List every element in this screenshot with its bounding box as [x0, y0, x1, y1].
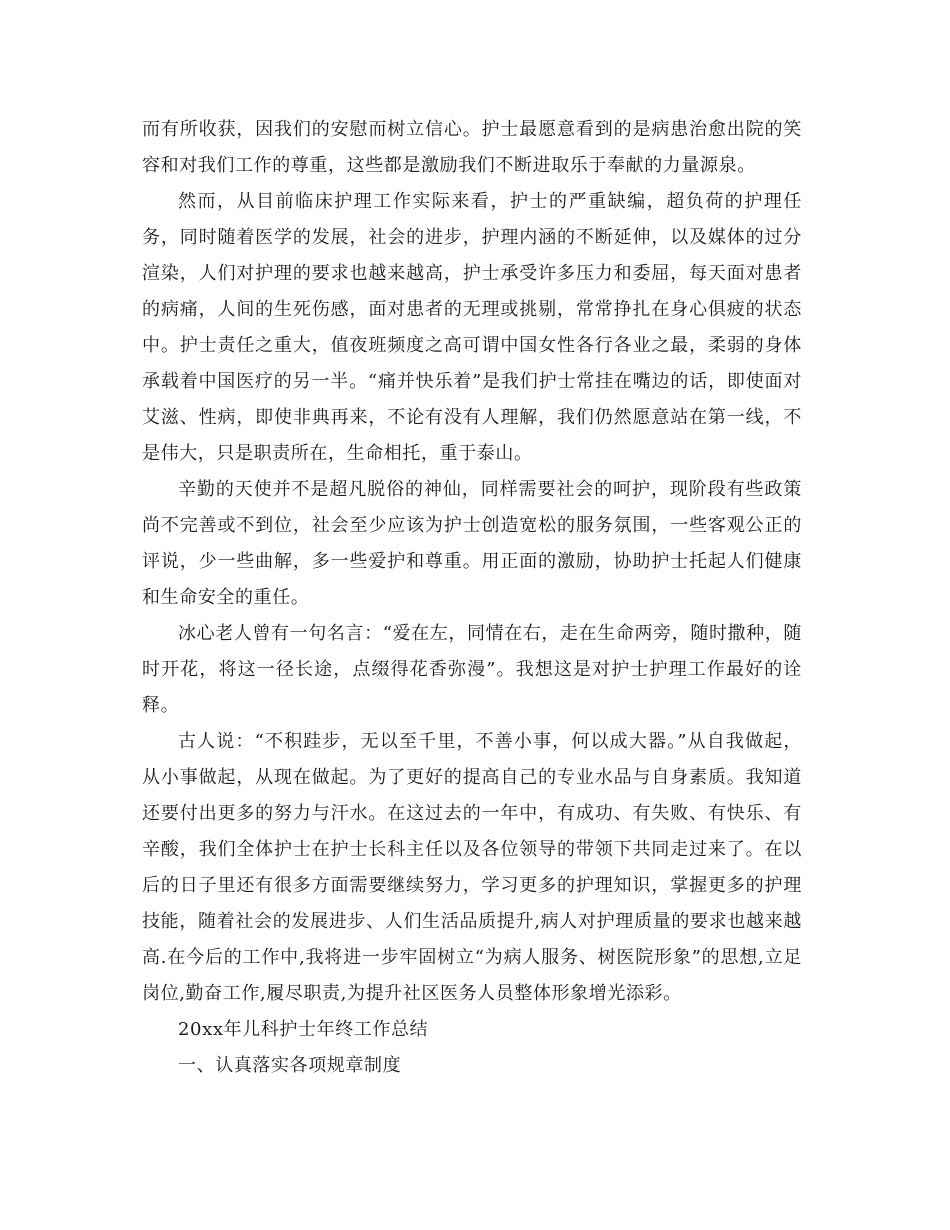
paragraph-5: 古人说：“不积跬步，无以至千里，不善小事，何以成大器。”从自我做起，从小事做起，从现在做起。为了更好的提高自己的专业水品与自身素质。我知道还要付出更多的努力与汗水。在这过去的一年中，有成功、有失败、有快乐、有辛酸，我们全体护士在护士长科主任以及各位领导的带领下共同走过来了。在以后的日子里还有很多方面需要继续努力，学习更多的护理知识，掌握更多的护理技能，随着社会的发展进步、人们生活品质提升,病人对护理质量的要求也越来越高.在今后的工作中,我将进一步牢固树立“为病人服务、树医院形象”的思想,立足岗位,勤奋工作,履尽职责,为提升社区医务人员整体形象增光添彩。 [142, 731, 802, 1004]
section-title: 20xx年儿科护士年终工作总结 [178, 1019, 429, 1040]
paragraph-3: 辛勤的天使并不是超凡脱俗的神仙，同样需要社会的呵护，现阶段有些政策尚不完善或不到位，社会至少应该为护士创造宽松的服务氛围，一些客观公正的评说，少一些曲解，多一些爱护和尊重。用正面的激励，协助护士托起人们健康和生命安全的重任。 [142, 479, 802, 608]
paragraph-2: 然而，从目前临床护理工作实际来看，护士的严重缺编，超负荷的护理任务，同时随着医学的发展，社会的进步，护理内涵的不断延伸，以及媒体的过分渲染，人们对护理的要求也越来越高，护士承受许多压力和委屈，每天面对患者的病痛，人间的生死伤感，面对患者的无理或挑剔，常常挣扎在身心俱疲的状态中。护士责任之重大，值夜班频度之高可谓中国女性各行各业之最，柔弱的身体承载着中国医疗的另一半。“痛并快乐着”是我们护士常挂在嘴边的话，即使面对艾滋、性病，即使非典再来，不论有没有人理解，我们仍然愿意站在第一线，不是伟大，只是职责所在，生命相托，重于泰山。 [142, 191, 802, 464]
section-heading-1: 一、认真落实各项规章制度 [178, 1055, 402, 1076]
paragraph-4: 冰心老人曾有一句名言：“爱在左，同情在右，走在生命两旁，随时撒种，随时开花，将这一径长途，点缀得花香弥漫”。我想这是对护士护理工作最好的诠释。 [142, 623, 802, 716]
paragraph-1: 而有所收获，因我们的安慰而树立信心。护士最愿意看到的是病患治愈出院的笑容和对我们工作的尊重，这些都是激励我们不断进取乐于奉献的力量源泉。 [142, 119, 802, 176]
document-body [142, 112, 802, 1084]
